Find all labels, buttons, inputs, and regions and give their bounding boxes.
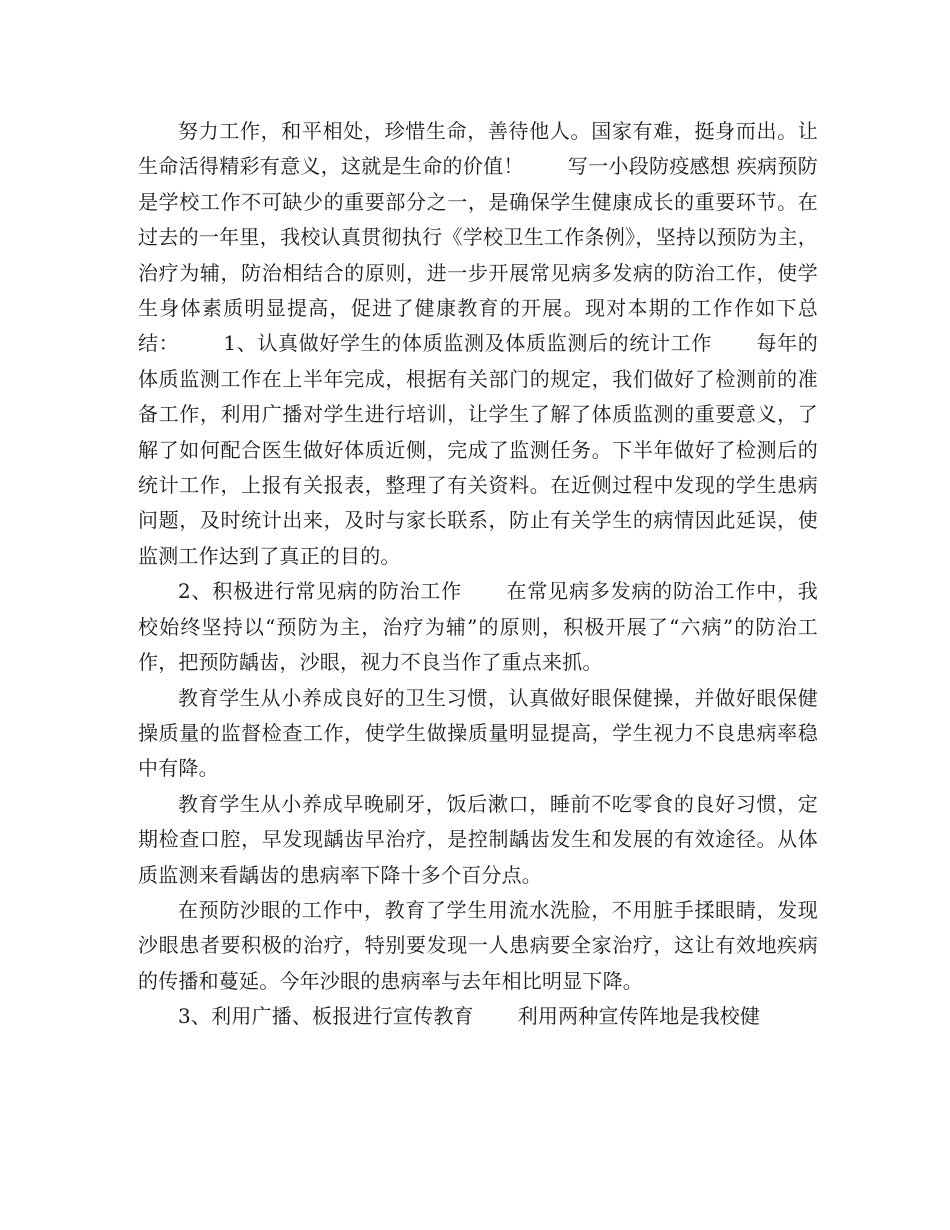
- paragraph-6-body: 利用两种宣传阵地是我校健: [517, 1004, 761, 1029]
- paragraph-5: [138, 893, 818, 999]
- section-heading-1: 1、认真做好学生的体质监测及体质监测后的统计工作: [223, 331, 712, 356]
- paragraph-3-body: 教育学生从小养成良好的卫生习惯，认真做好眼保健操，并做好眼保健操质量的监督检查工作，使学生做操质量明显提高，学生视力不良患病率稳中有降。: [138, 685, 818, 781]
- paragraph-2: [138, 574, 818, 680]
- paragraph-4-body: 教育学生从小养成早晚刷牙，饭后漱口，睡前不吃零食的良好习惯，定期检查口腔，早发现龋齿早治疗，是控制龋齿发生和发展的有效途径。从体质监测来看龋齿的患病率下降十多个百分点。: [138, 791, 818, 887]
- document-page: [138, 114, 818, 1035]
- paragraph-6: [138, 999, 818, 1034]
- paragraph-4: [138, 787, 818, 893]
- paragraph-1-sentence-1: 努力工作，和平相处，珍惜生命，善待他人。国家有难，挺身而出。让生命活得精彩有意义，这就是生命的价值！: [138, 119, 818, 179]
- paragraph-1: [138, 114, 818, 574]
- paragraph-3: [138, 681, 818, 787]
- paragraph-5-body: 在预防沙眼的工作中，教育了学生用流水洗脸，不用脏手揉眼睛，发现沙眼患者要积极的治疗，特别要发现一人患病要全家治疗，这让有效地疾病的传播和蔓延。今年沙眼的患病率与去年相比明显下降。: [138, 897, 818, 993]
- paragraph-1-sentence-2: 写一小段防疫感想 疾病预防是学校工作不可缺少的重要部分之一，是确保学生健康成长的重要环节。在过去的一年里，我校认真贯彻执行《学校卫生工作条例》，坚持以预防为主，治疗为辅，防治相结合的原则，进一步开展常见病多发病的防治工作，使学生身体素质明显提高，促进了健康教育的开展。现对本期的工作作如下总结：: [138, 154, 818, 356]
- section-heading-3: 3、利用广播、板报进行宣传教育: [178, 1004, 474, 1029]
- paragraph-1-sentence-3: 每年的体质监测工作在上半年完成，根据有关部门的规定，我们做好了检测前的准备工作，利用广播对学生进行培训，让学生了解了体质监测的重要意义，了解了如何配合医生做好体质近侧，完成了监测任务。下半年做好了检测后的统计工作，上报有关报表，整理了有关资料。在近侧过程中发现的学生患病问题，及时统计出来，及时与家长联系，防止有关学生的病情因此延误，使监测工作达到了真正的目的。: [138, 331, 818, 568]
- section-heading-2: 2、积极进行常见病的防治工作: [178, 579, 462, 604]
- paragraph-2-body: 在常见病多发病的防治工作中，我校始终坚持以“预防为主，治疗为辅”的原则，积极开展了“六病”的防治工作，把预防龋齿，沙眼，视力不良当作了重点来抓。: [138, 579, 819, 675]
